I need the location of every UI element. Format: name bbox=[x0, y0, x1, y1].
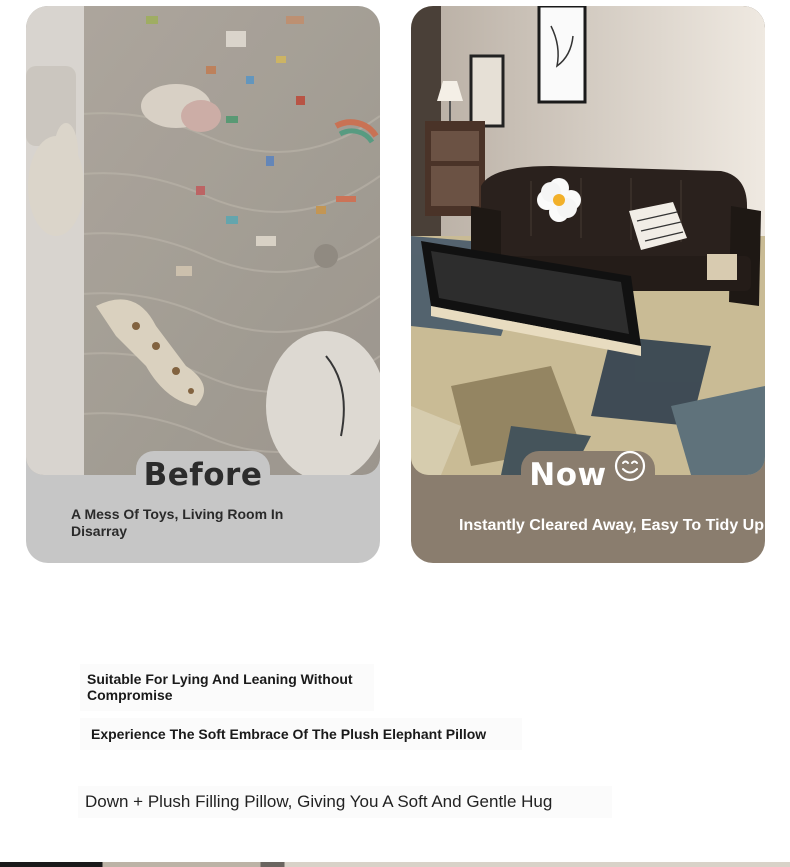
feature-down-plush-filling: Down + Plush Filling Pillow, Giving You A Soft And Gentle Hug bbox=[78, 786, 612, 818]
feature-lying-leaning: Suitable For Lying And Leaning Without Compromise bbox=[80, 664, 374, 711]
before-caption: A Mess Of Toys, Living Room In Disarray bbox=[71, 506, 284, 539]
now-label: Now bbox=[529, 457, 607, 493]
next-image-edge bbox=[0, 862, 790, 867]
before-label: Before bbox=[143, 457, 263, 493]
now-tab bbox=[521, 451, 655, 511]
now-caption: Instantly Cleared Away, Easy To Tidy Up bbox=[459, 517, 764, 534]
before-photo bbox=[26, 6, 380, 475]
before-tab bbox=[136, 451, 270, 511]
now-card bbox=[411, 6, 765, 563]
feature-elephant-pillow: Experience The Soft Embrace Of The Plush Elephant Pillow bbox=[80, 718, 522, 750]
now-photo bbox=[411, 6, 765, 475]
before-card bbox=[26, 6, 380, 563]
smiley-face-icon bbox=[613, 449, 647, 488]
